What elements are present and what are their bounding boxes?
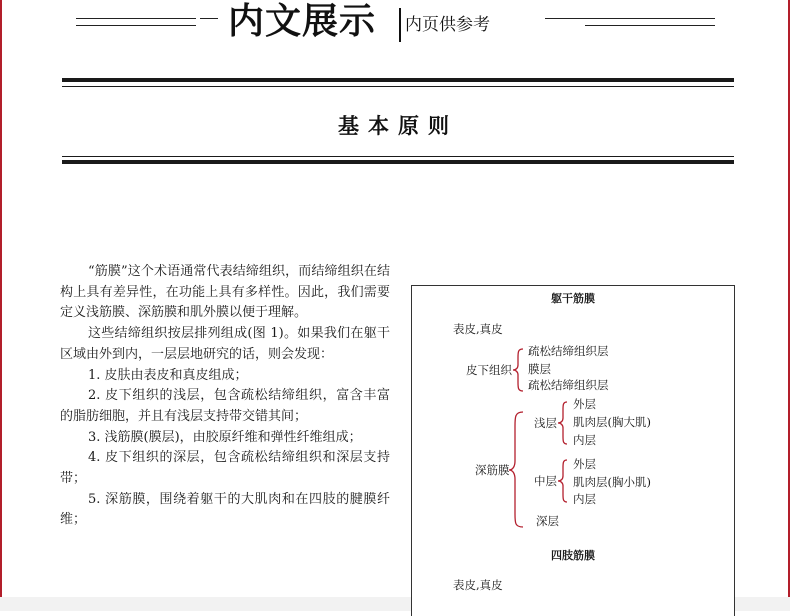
section-heading: 基本原则 xyxy=(338,113,458,138)
brace-middle-layer xyxy=(558,460,567,502)
diagram-subcutaneous: 皮下组织 xyxy=(466,363,512,377)
diagram-sub-layer-1: 疏松结缔组织层 xyxy=(528,344,609,358)
diagram-sub-layer-3: 疏松结缔组织层 xyxy=(528,378,609,392)
diagram-ml-inner: 内层 xyxy=(573,492,596,506)
page-title: 内文展示 xyxy=(228,1,377,42)
body-text xyxy=(60,262,390,531)
fascia-diagram xyxy=(411,285,735,616)
diagram-title-trunk: 躯干筋膜 xyxy=(551,292,595,305)
header-rule-left-bottom xyxy=(76,25,196,26)
header-rule-right-bottom xyxy=(585,25,715,26)
diagram-deep-fascia: 深筋膜 xyxy=(475,463,510,477)
diagram-superficial-layer: 浅层 xyxy=(534,416,557,430)
diagram-sl-muscle: 肌肉层(胸大肌) xyxy=(573,415,651,429)
top-band-thin xyxy=(62,86,734,87)
list-item: 3. 浅筋膜(膜层)，由胶原纤维和弹性纤维组成； xyxy=(88,429,362,445)
bottom-band-thick xyxy=(62,160,734,164)
diagram-ml-muscle: 肌肉层(胸小肌) xyxy=(573,475,651,489)
frame-left-edge xyxy=(0,0,2,611)
paragraph: “筋膜”这个术语通常代表结缔组织，而结缔组织在结构上具有差异性，在功能上具有多样性。因此，我们需要定义浅筋膜、深筋膜和肌外膜以便于理解。 xyxy=(60,264,390,321)
diagram-title-limb: 四肢筋膜 xyxy=(551,549,595,562)
diagram-skin: 表皮,真皮 xyxy=(453,322,503,336)
diagram-sl-inner: 内层 xyxy=(573,433,596,447)
diagram-middle-layer: 中层 xyxy=(534,474,557,488)
list-item: 1. 皮肤由表皮和真皮组成； xyxy=(88,367,248,383)
diagram-limb-skin: 表皮,真皮 xyxy=(453,578,503,592)
list-item: 4. 皮下组织的深层，包含疏松结缔组织和深层支持带； xyxy=(60,450,390,487)
paragraph: 这些结缔组织按层排列组成(图 1)。如果我们在躯干区域由外到内，一层层地研究的话，则会发现： xyxy=(60,326,390,362)
header-rule-right-top xyxy=(545,18,715,19)
brace-subcutaneous xyxy=(513,349,523,391)
bottom-band-thin xyxy=(62,156,734,157)
title-divider xyxy=(399,8,401,42)
brace-superficial-layer xyxy=(558,402,567,444)
top-band-thick xyxy=(62,78,734,82)
header-rule-left-top xyxy=(76,18,196,19)
brace-deep-fascia xyxy=(509,412,523,527)
list-item: 2. 皮下组织的浅层，包含疏松结缔组织，富含丰富的脂肪细胞，并且有浅层支持带交错其间； xyxy=(60,388,390,424)
page-subtitle: 内页供参考 xyxy=(405,15,490,35)
diagram-sub-layer-2: 膜层 xyxy=(528,362,551,376)
diagram-deep-layer: 深层 xyxy=(536,514,559,528)
list-item: 5. 深筋膜，围绕着躯干的大肌肉和在四肢的腱膜纤维； xyxy=(60,491,390,528)
diagram-sl-outer: 外层 xyxy=(573,397,596,411)
header-rule-left-accent xyxy=(200,18,218,19)
diagram-ml-outer: 外层 xyxy=(573,457,596,471)
